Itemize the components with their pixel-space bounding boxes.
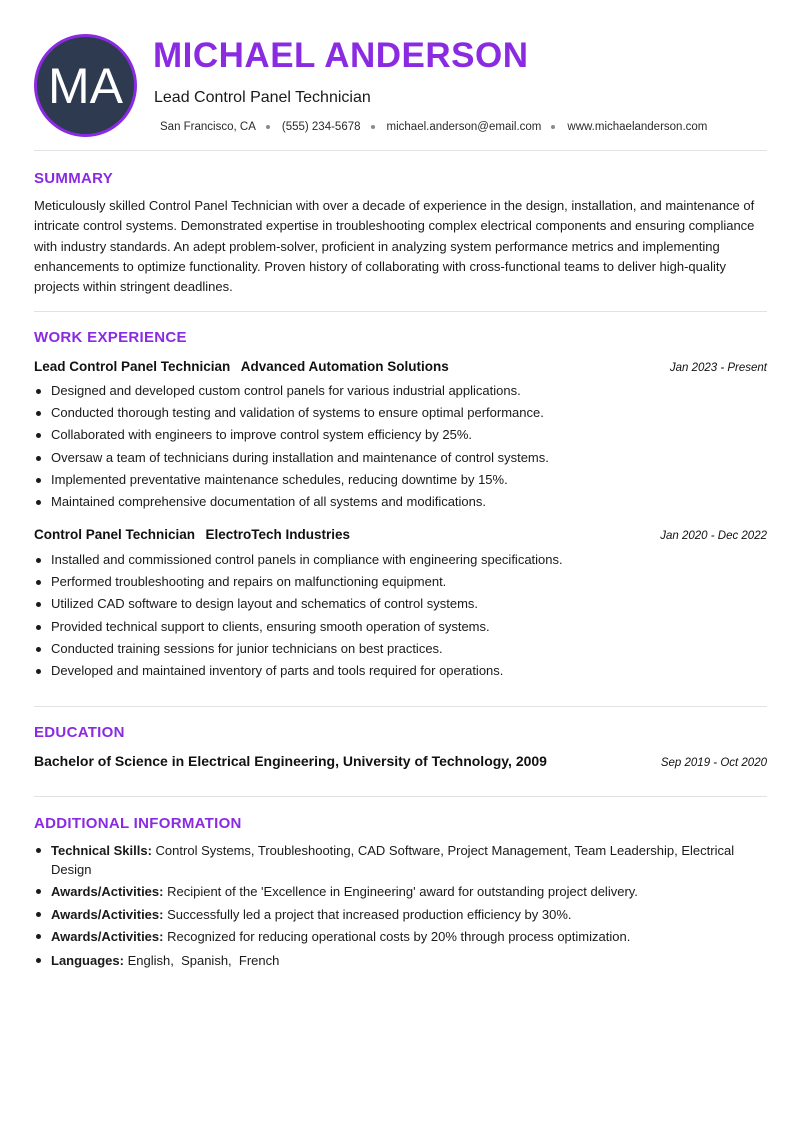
list-item — [34, 951, 767, 970]
job-dates: Jan 2023 - Present — [669, 362, 767, 374]
separator-dot — [371, 125, 375, 129]
education-entry — [34, 753, 767, 769]
summary-text: Meticulously skilled Control Panel Technician with over a decade of experience in the design, installation, and maintenance of intricate control systems. Demonstrated expertise in troubleshooting complex electrical components and ensuring compliance with industry standards. An adept problem-solver, proficient in analyzing system performance metrics and implementing enhancements to optimize functionality. Proven history of collaborating with cross-functional teams to deliver high-quality projects within stringent deadlines. — [34, 198, 755, 295]
list-item: Collaborated with engineers to improve control system efficiency by 25%. — [34, 424, 767, 446]
contact-website[interactable]: www.michaelanderson.com — [567, 121, 708, 133]
contact-phone: (555) 234-5678 — [281, 121, 361, 133]
job-header — [34, 358, 767, 376]
separator-dot — [266, 125, 270, 129]
section-divider — [34, 796, 767, 797]
item-label: Awards/Activities: — [51, 884, 164, 900]
item-label: Awards/Activities: — [51, 906, 164, 922]
item-label: Awards/Activities: — [51, 928, 164, 944]
job-role: Control Panel Technician — [34, 527, 196, 542]
item-text: Recipient of the 'Excellence in Engineering' award for outstanding project delivery. — [167, 884, 638, 900]
list-item: Maintained comprehensive documentation of all systems and modifications. — [34, 491, 767, 513]
item-label: Technical Skills: — [51, 843, 152, 858]
job-bullets — [34, 380, 767, 513]
avatar — [34, 34, 137, 137]
experience-heading: WORK EXPERIENCE — [34, 329, 187, 346]
contact-email[interactable]: michael.anderson@email.com — [386, 121, 542, 133]
item-text: Successfully led a project that increased production efficiency by 30%. — [167, 906, 572, 922]
additional-heading: ADDITIONAL INFORMATION — [34, 815, 242, 832]
item-text: English, Spanish, French — [127, 952, 280, 968]
job-company: ElectroTech Industries — [205, 527, 351, 542]
job-bullets — [34, 549, 767, 682]
job-company: Advanced Automation Solutions — [240, 359, 449, 374]
resume-header — [0, 0, 800, 150]
list-item: Utilized CAD software to design layout and schematics of control systems. — [34, 593, 767, 615]
list-item — [34, 905, 767, 924]
item-text: Control Systems, Troubleshooting, CAD Software, Project Management, Team Leadership, Electrical Design — [51, 843, 735, 877]
list-item: Oversaw a team of technicians during installation and maintenance of control systems. — [34, 447, 767, 469]
separator-dot — [551, 125, 555, 129]
education-degree: Bachelor of Science in Electrical Engineering, University of Technology, 2009 — [34, 753, 547, 769]
job-title-line — [34, 358, 449, 376]
candidate-title: Lead Control Panel Technician — [154, 89, 371, 106]
section-divider — [34, 311, 767, 312]
additional-list — [34, 841, 767, 973]
item-text: Recognized for reducing operational costs by 20% through process optimization. — [167, 928, 631, 944]
list-item — [34, 841, 767, 879]
avatar-initials: MA — [48, 57, 123, 114]
job-header — [34, 526, 767, 544]
list-item — [34, 927, 767, 946]
candidate-name: MICHAEL ANDERSON — [153, 36, 529, 75]
list-item: Installed and commissioned control panels in compliance with engineering specifications. — [34, 549, 767, 571]
contact-line — [160, 121, 707, 133]
job-role: Lead Control Panel Technician — [34, 359, 231, 374]
contact-location: San Francisco, CA — [160, 121, 256, 133]
list-item: Implemented preventative maintenance schedules, reducing downtime by 15%. — [34, 469, 767, 491]
list-item: Provided technical support to clients, ensuring smooth operation of systems. — [34, 616, 767, 638]
list-item: Performed troubleshooting and repairs on malfunctioning equipment. — [34, 571, 767, 593]
job-dates: Jan 2020 - Dec 2022 — [660, 530, 767, 542]
list-item: Designed and developed custom control panels for various industrial applications. — [34, 380, 767, 402]
job-title-line — [34, 526, 350, 544]
list-item: Conducted thorough testing and validation of systems to ensure optimal performance. — [34, 402, 767, 424]
list-item: Developed and maintained inventory of parts and tools required for operations. — [34, 660, 767, 682]
education-dates: Sep 2019 - Oct 2020 — [660, 757, 767, 769]
section-divider — [34, 706, 767, 707]
summary-heading: SUMMARY — [34, 170, 114, 187]
list-item: Conducted training sessions for junior technicians on best practices. — [34, 638, 767, 660]
section-divider — [34, 150, 767, 151]
education-heading: EDUCATION — [34, 724, 125, 741]
list-item — [34, 882, 767, 901]
item-label: Languages: — [51, 952, 124, 968]
